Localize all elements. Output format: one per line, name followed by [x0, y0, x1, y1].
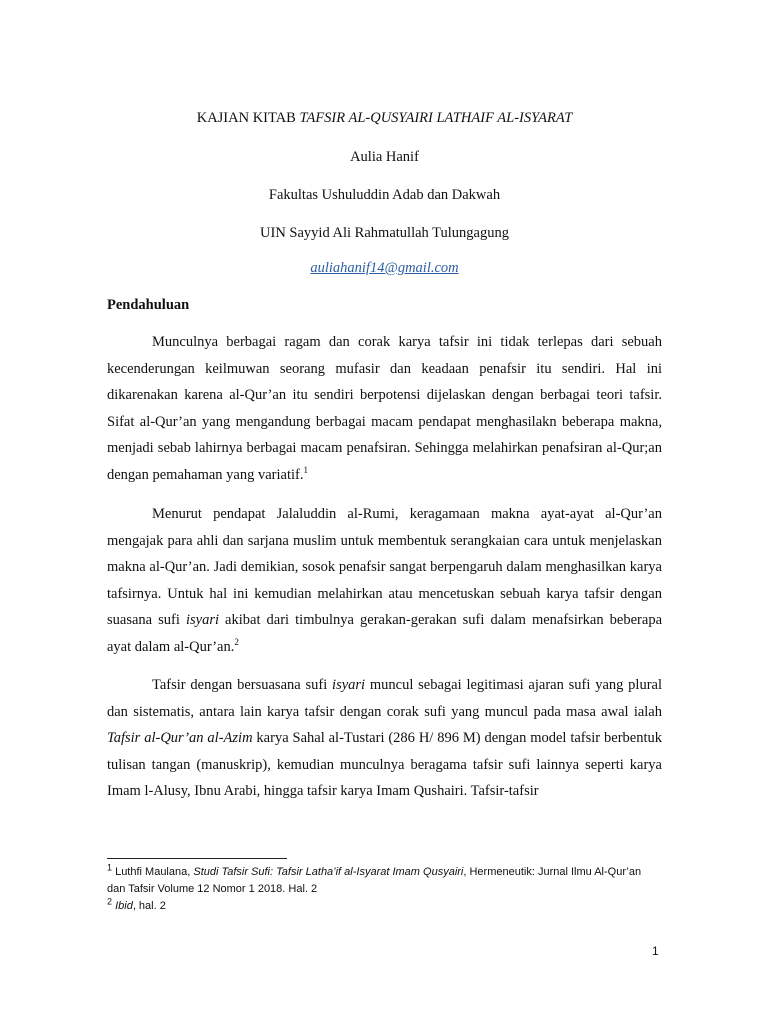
footnote-1-number: 1 [107, 862, 113, 873]
footnote-2-text: , hal. 2 [132, 900, 166, 912]
footnote-1-text-b: , Hermeneutik: Jurnal Ilmu Al-Qur’an dan Tafsir Volume 12 Nomor 1 2018. Hal. 2 [107, 866, 642, 895]
footnote-1-text-a: Luthfi Maulana, [112, 866, 194, 878]
paragraph-2-italic: isyari [185, 612, 219, 628]
document-title [107, 110, 662, 127]
footnote-2-number: 2 [107, 896, 113, 907]
footnotes [107, 864, 662, 915]
paragraph-2 [107, 501, 662, 660]
paragraph-3-text-b: muncul sebagai legitimasi ajaran sufi yang plural dan sistematis, antara lain karya tafsir dengan corak sufi yang muncul pada masa awal ialah [107, 677, 662, 720]
paragraph-1-text: Munculnya berbagai ragam dan corak karya tafsir ini tidak terlepas dari sebuah kecenderungan keilmuwan seorang mufasir dan keadaan penafsir itu sendiri. Hal ini dikarenakan karena al-Qur’an itu sendiri berpotensi dijelaskan dengan berbagai teori tafsir. Sifat al-Qur’an yang mengandung berbagai macam pendapat menghasilakn beberapa makna, menjadi sebab lahirnya berbagai macam penafsiran. Sehingga melahirkan penafsiran al-Qur;an dengan pemahaman yang variatif. [107, 334, 662, 483]
footnote-1 [107, 864, 662, 898]
paragraph-3-italic-2: Tafsir al-Qur’an al-Azim [107, 730, 253, 746]
paragraph-2-end: akibat dari timbulnya gerakan-gerakan sufi dalam menafsirkan beberapa ayat dalam al-Qur’an. [107, 612, 662, 655]
section-heading: Pendahuluan [107, 297, 190, 313]
footnote-2-italic: Ibid [112, 900, 133, 912]
faculty-name: Fakultas Ushuluddin Adab dan Dakwah [268, 187, 501, 203]
title-prefix: KAJIAN KITAB [196, 110, 300, 126]
footnote-ref-1[interactable]: 1 [303, 464, 308, 475]
email-link[interactable]: auliahanif14@gmail.com [310, 260, 459, 276]
paragraph-1 [107, 329, 662, 488]
footnote-separator [107, 858, 287, 859]
university-name: UIN Sayyid Ali Rahmatullah Tulungagung [260, 225, 509, 241]
footnote-ref-2[interactable]: 2 [234, 636, 239, 647]
paragraph-3-text-c: karya Sahal al-Tustari (286 H/ 896 M) dengan model tafsir berbentuk tulisan tangan (manuskrip), kemudian munculnya beragama tafsir sufi lainnya seperti karya Imam l-Alusy, Ibnu Arabi, hingga tafsir karya Imam Qushairi. Tafsir-tafsir [107, 730, 662, 799]
footnote-2 [107, 898, 662, 915]
paragraph-2-text: Menurut pendapat Jalaluddin al-Rumi, keragamaan makna ayat-ayat al-Qur’an mengajak para ahli dan sarjana muslim untuk membentuk serangkaian cara untuk menjelaskan makna al-Qur’an. Jadi demikian, sosok penafsir sangat berpengaruh dalam menghasilkan karya tafsirnya. Untuk hal ini kemudian melahirkan atau mencetuskan sebuah karya tafsir dengan suasana sufi [107, 506, 662, 628]
footnote-1-italic: Studi Tafsir Sufi: Tafsir Latha’if al-Isyarat Imam Qusyairi [193, 866, 464, 878]
paragraph-3 [107, 672, 662, 805]
paragraph-3-text-a: Tafsir dengan bersuasana sufi [152, 677, 333, 693]
author-name: Aulia Hanif [350, 149, 419, 165]
paragraph-3-italic-1: isyari [332, 677, 366, 693]
title-italic: TAFSIR AL-QUSYAIRI LATHAIF AL-ISYARAT [299, 110, 573, 126]
page-number: 1 [652, 944, 659, 958]
